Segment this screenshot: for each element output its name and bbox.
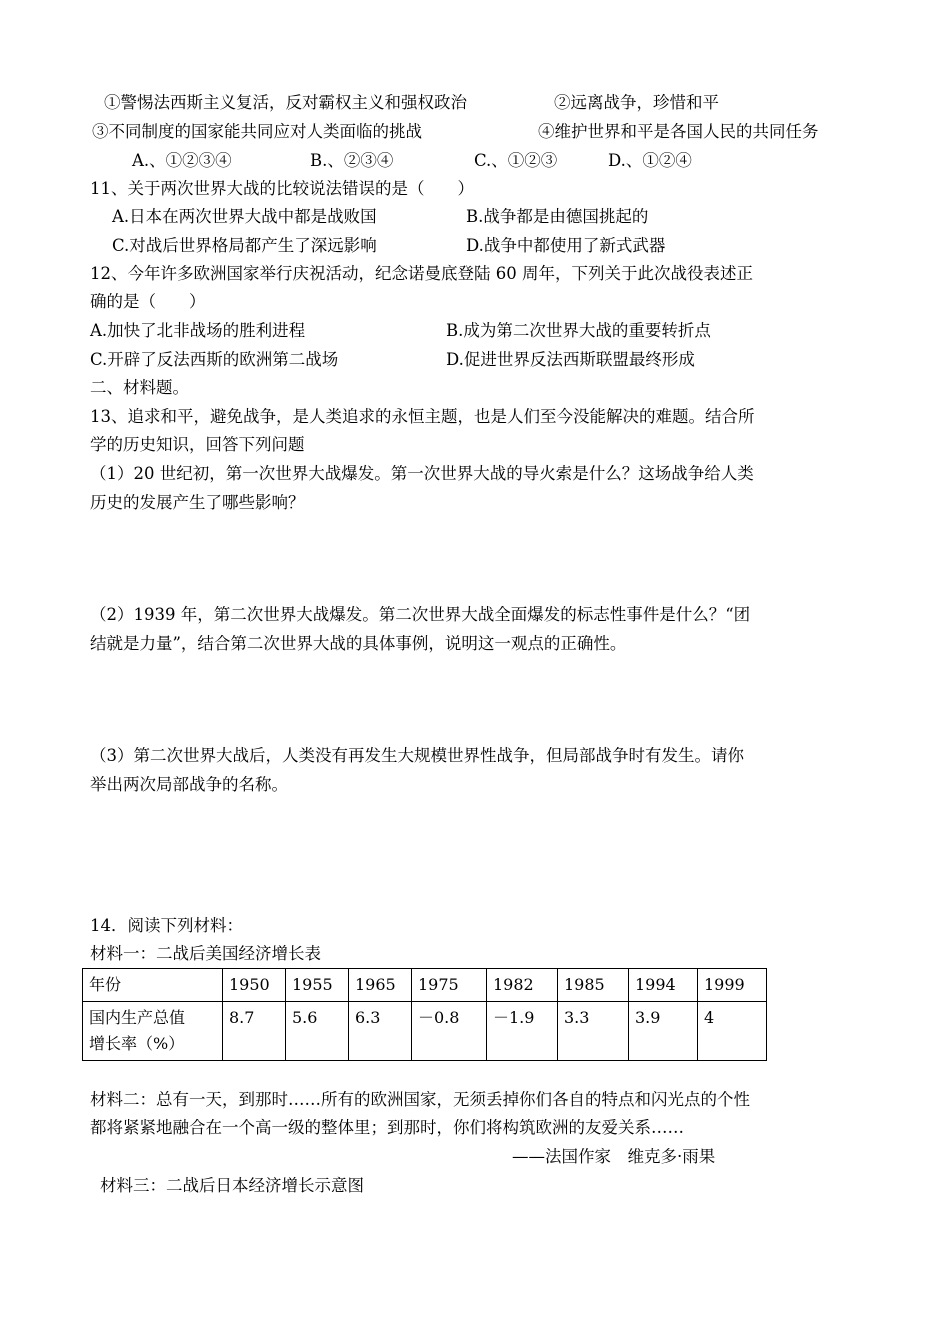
table-cell-value: 5.6 bbox=[286, 1002, 349, 1061]
table-cell-value: 8.7 bbox=[223, 1002, 286, 1061]
q11-option-d: D.战争中都使用了新式武器 bbox=[466, 236, 666, 255]
row-label-line2: 增长率（%） bbox=[89, 1034, 185, 1053]
table-cell-year: 1985 bbox=[558, 969, 629, 1002]
table-cell-value: 6.3 bbox=[349, 1002, 412, 1061]
table-cell-year: 1965 bbox=[349, 969, 412, 1002]
q13-part1-line2: 历史的发展产生了哪些影响？ bbox=[90, 493, 305, 512]
material-2-source: ——法国作家 维克多·雨果 bbox=[512, 1147, 716, 1166]
q12-option-b: B.成为第二次世界大战的重要转折点 bbox=[446, 321, 711, 340]
q10-option-a: A.、①②③④ bbox=[132, 151, 232, 170]
table-cell-year: 1994 bbox=[629, 969, 698, 1002]
q12-option-a: A.加快了北非战场的胜利进程 bbox=[90, 321, 306, 340]
q11-option-a: A.日本在两次世界大战中都是战败国 bbox=[112, 207, 377, 226]
q12-option-d: D.促进世界反法西斯联盟最终形成 bbox=[446, 350, 695, 369]
q11-stem: 11、关于两次世界大战的比较说法错误的是（ ） bbox=[90, 179, 474, 198]
section-title: 二、材料题。 bbox=[90, 378, 189, 397]
q10-item-2: ②远离战争，珍惜和平 bbox=[554, 93, 719, 112]
table-cell-value: 4 bbox=[698, 1002, 767, 1061]
row-label-line1: 国内生产总值 bbox=[89, 1008, 186, 1027]
table-cell-year: 1999 bbox=[698, 969, 767, 1002]
q10-option-b: B.、②③④ bbox=[310, 151, 394, 170]
material-2-line2: 都将紧紧地融合在一个高一级的整体里；到那时，你们将构筑欧洲的友爱关系…… bbox=[90, 1118, 684, 1137]
table-cell-year: 1950 bbox=[223, 969, 286, 1002]
material-2-line1: 材料二：总有一天，到那时……所有的欧洲国家，无须丢掉你们各自的特点和闪光点的个性 bbox=[90, 1090, 750, 1109]
q13-part3-line1: （3）第二次世界大战后，人类没有再发生大规模世界性战争，但局部战争时有发生。请你 bbox=[90, 746, 744, 765]
table-row bbox=[83, 1002, 767, 1061]
table-cell-year: 1982 bbox=[487, 969, 558, 1002]
table-cell-value: 3.9 bbox=[629, 1002, 698, 1061]
q12-stem-line2: 确的是（ ） bbox=[90, 292, 206, 311]
q11-option-b: B.战争都是由德国挑起的 bbox=[466, 207, 649, 226]
q13-part1-line1: （1）20 世纪初，第一次世界大战爆发。第一次世界大战的导火索是什么？这场战争给人类 bbox=[90, 464, 754, 483]
q12-stem-line1: 12、今年许多欧洲国家举行庆祝活动，纪念诺曼底登陆 60 周年，下列关于此次战役表述正 bbox=[90, 264, 753, 283]
q10-option-c: C.、①②③ bbox=[474, 151, 558, 170]
q14-stem: 14．阅读下列材料： bbox=[90, 916, 243, 935]
table-cell-value: －1.9 bbox=[487, 1002, 558, 1061]
q10-item-1: ①警惕法西斯主义复活，反对霸权主义和强权政治 bbox=[104, 93, 467, 112]
q13-part2-line1: （2）1939 年，第二次世界大战爆发。第二次世界大战全面爆发的标志性事件是什么？“团 bbox=[90, 605, 751, 624]
material-1-title: 材料一：二战后美国经济增长表 bbox=[90, 944, 321, 963]
q10-item-4: ④维护世界和平是各国人民的共同任务 bbox=[538, 122, 819, 141]
material-3-title: 材料三：二战后日本经济增长示意图 bbox=[100, 1176, 364, 1195]
table-cell-value: 3.3 bbox=[558, 1002, 629, 1061]
table-row bbox=[83, 969, 767, 1002]
q12-option-c: C.开辟了反法西斯的欧洲第二战场 bbox=[90, 350, 339, 369]
q13-stem-line2: 学的历史知识，回答下列问题 bbox=[90, 435, 305, 454]
q13-stem-line1: 13、追求和平，避免战争，是人类追求的永恒主题，也是人们至今没能解决的难题。结合所 bbox=[90, 407, 755, 426]
q13-part3-line2: 举出两次局部战争的名称。 bbox=[90, 775, 288, 794]
table-cell-year: 1955 bbox=[286, 969, 349, 1002]
table-row-label bbox=[83, 1002, 223, 1061]
q10-option-d: D.、①②④ bbox=[608, 151, 692, 170]
q10-item-3: ③不同制度的国家能共同应对人类面临的挑战 bbox=[92, 122, 422, 141]
q13-part2-line2: 结就是力量”，结合第二次世界大战的具体事例，说明这一观点的正确性。 bbox=[90, 634, 627, 653]
table-cell-value: －0.8 bbox=[412, 1002, 487, 1061]
table-header-label: 年份 bbox=[83, 969, 223, 1002]
gdp-growth-table bbox=[82, 968, 767, 1061]
table-cell-year: 1975 bbox=[412, 969, 487, 1002]
q11-option-c: C.对战后世界格局都产生了深远影响 bbox=[112, 236, 377, 255]
